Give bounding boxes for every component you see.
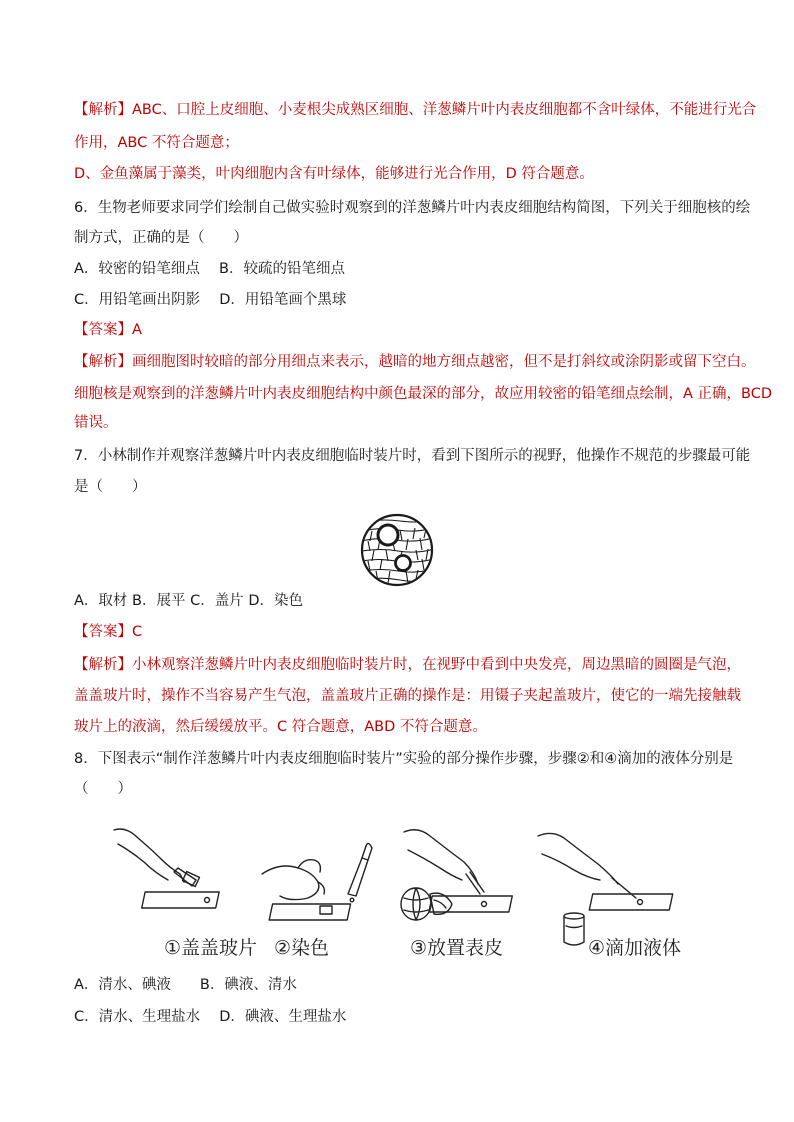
step3-label: ③放置表皮 — [410, 937, 504, 959]
q5-analysis-line1: 【解析】ABC、口腔上皮细胞、小麦根尖成熟区细胞、洋葱鳞片叶内表皮细胞都不含叶绿体，不能进行光合 — [74, 102, 757, 118]
step2-label: ②染色 — [274, 937, 330, 959]
q6-analysis-line3: 错误。 — [74, 415, 118, 431]
q8-options-line1: A．清水、碘液 B．碘液、清水 — [74, 977, 297, 993]
q7-stem-line1: 7．小林制作并观察洋葱鳞片叶内表皮细胞临时装片时，看到下图所示的视野，他操作不规范的步骤最可能 — [74, 448, 751, 464]
q6-stem-line1: 6．生物老师要求同学们绘制自己做实验时观察到的洋葱鳞片叶内表皮细胞结构简图，下列关于细胞核的绘 — [74, 200, 751, 216]
q7-stem-line2: 是（ ） — [74, 479, 147, 495]
q6-options-line1: A．较密的铅笔细点 B．较疏的铅笔细点 — [74, 261, 345, 277]
q8-stem-line1: 8．下图表示“制作洋葱鳞片叶内表皮细胞临时装片”实验的部分操作步骤，步骤②和④滴加的液体分别是 — [74, 751, 734, 767]
q7-microscope-view-figure — [360, 513, 434, 587]
q6-stem-line2: 制方式，正确的是（ ） — [74, 230, 248, 246]
q7-analysis-line2: 盖盖玻片时，操作不当容易产生气泡，盖盖玻片正确的操作是：用镊子夹起盖玻片，使它的一端先接触载 — [74, 688, 741, 704]
step1-label: ①盖盖玻片 — [164, 937, 258, 959]
q7-analysis-line3: 玻片上的液滴，然后缓缓放平。C 符合题意，ABD 不符合题意。 — [74, 719, 487, 735]
q8-options-line2: C．清水、生理盐水 D．碘液、生理盐水 — [74, 1009, 347, 1025]
q6-answer: 【答案】A — [74, 322, 142, 338]
q5-analysis-line3: D、金鱼藻属于藻类，叶肉细胞内含有叶绿体，能够进行光合作用，D 符合题意。 — [74, 166, 594, 182]
q5-analysis-line2: 作用，ABC 不符合题意； — [74, 135, 239, 151]
step3-illustration — [401, 830, 512, 920]
q6-analysis-line1: 【解析】画细胞图时较暗的部分用细点来表示，越暗的地方细点越密，但不是打斜纹或涂阴影或留下空白。 — [74, 354, 756, 370]
step4-illustration — [538, 833, 673, 945]
q8-stem-line2: （ ） — [74, 781, 132, 797]
step4-label: ④滴加液体 — [588, 937, 682, 959]
q8-steps-figure — [112, 822, 692, 967]
q7-answer: 【答案】C — [74, 624, 143, 640]
q7-analysis-line1: 【解析】小林观察洋葱鳞片叶内表皮细胞临时装片时，在视野中看到中央发亮，周边黑暗的圆圈是气泡， — [74, 657, 741, 673]
q7-options: A．取材 B．展平 C．盖片 D．染色 — [74, 593, 303, 609]
q6-analysis-line2: 细胞核是观察到的洋葱鳞片叶内表皮细胞结构中颜色最深的部分，故应用较密的铅笔细点绘制，A 正确，BCD — [74, 386, 773, 402]
step1-illustration — [114, 829, 219, 908]
q6-options-line2: C．用铅笔画出阴影 D．用铅笔画个黑球 — [74, 292, 347, 308]
step2-illustration — [262, 843, 372, 920]
